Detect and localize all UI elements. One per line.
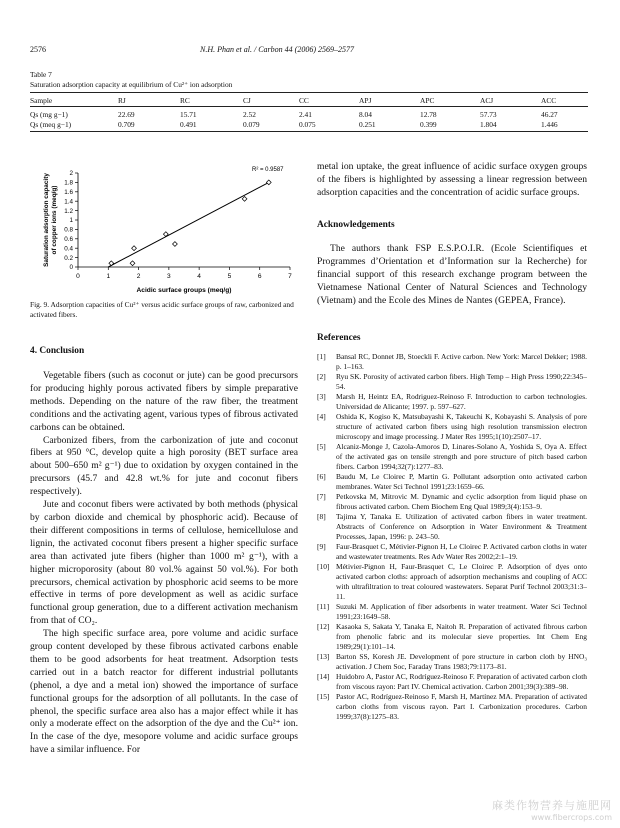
page-number: 2576 [30,45,46,54]
x-tick-label: 3 [167,273,171,280]
y-tick-label: 0.6 [64,236,73,243]
reference-text: Métivier-Pignon H, Faur-Brasquet C, Le Cloirec P. Adsorption of dyes onto activated carbon cloths: approach of adsorption mechanisms and coupling of ACC with ultrafiltration to treat coloured wastewaters. Separat Purif Technol 2003;31:3–11. [336,562,587,601]
reference-item [317,672,587,692]
reference-text: Marsh H, Heintz EA, Rodriguez-Reinoso F. Introduction to carbon technologies. Universidad de Alicante; 1997. p. 597–627. [336,392,587,411]
reference-number: [9] [317,542,326,552]
reference-text: Baudu M, Le Cloirec P, Martin G. Pollutant adsorption onto activated carbon membranes. Water Sci Technol 1991;23:1659–66. [336,472,587,491]
acknowledgements-body: The authors thank FSP E.S.P.O.I.R. (Ecole Scientifiques et Programmes d’Orientation et d’Information sur la Recherche) for financial support of this research exchange program between the Vietnamese National Center of Natural Sciences and Technology (Vietnam) and the Ecole des Mines de Nantes (GEPEA, France). [317,243,587,306]
reference-text: Suzuki M. Application of fiber adsorbents in water treatment. Water Sci Technol 1991;23:1649–58. [336,601,587,621]
reference-item [317,442,587,471]
reference-text: Huidobro A, Pastor AC, Rodríguez-Reinoso F. Preparation of activated carbon cloth from viscous rayon: Part IV. Chemical activation. Carbon 2001;39(3):389–98. [336,672,587,691]
x-tick-label: 7 [288,273,292,280]
paragraph: Vegetable fibers (such as coconut or jute) can be good precursors for producing highly porous activated fibers by simple preparative methods. Depending on the nature of the raw fiber, the treatment conditions and the activating agent, various types of fibrous activated carbons can be obtained. [30,370,298,433]
table-label: Table 7 [30,70,52,79]
table-top-rule [30,92,588,93]
table-header-cell: CC [299,96,309,105]
x-axis-label: Acidic surface groups (meq/g) [136,287,232,294]
reference-number: [2] [317,372,326,382]
reference-item [317,652,587,672]
y-tick-label: 1.4 [64,198,73,206]
reference-number: [4] [317,412,326,422]
table-caption: Saturation adsorption capacity at equilibrium of Cu²⁺ ion adsorption [30,80,233,89]
right-intro: metal ion uptake, the great influence of acidic surface oxygen groups of the fibers is highlighted by assessing a linear regression between adsorption capacities and the concentration of acidic surface groups. [317,161,587,198]
reference-number: [7] [317,492,326,502]
reference-text: Bansal RC, Donnet JB, Stoeckli F. Active carbon. New York: Marcel Dekker; 1988. p. 1–163. [336,352,587,371]
table-cell: 0.491 [180,120,197,129]
reference-item [317,692,587,721]
scatter-chart [30,155,300,305]
reference-number: [15] [317,692,330,702]
reference-text: Tajima Y, Tanaka E. Utilization of activated carbon fibers in water treatment. Abstracts of Conference on Adsorption in Water Environment & Treatment Processes, Japan, 1996: p. 243–50. [336,512,587,541]
reference-text: Ryu SK. Porosity of activated carbon fibers. High Temp – High Press 1990;22:345–54. [336,372,587,391]
reference-item [317,602,587,622]
conclusion-body [30,370,298,757]
reference-text: Oshida K, Kogiso K, Matsubayashi K, Takeuchi K, Kobayashi S. Analysis of pore structure of activated carbon fibers using high resolution transmission electron microscopy and image processing. J Mater Res 1995;1(10):2507–17. [336,412,587,441]
reference-number: [12] [317,622,330,632]
reference-number: [1] [317,352,326,361]
table-row-label: Qs (mg g−1) [30,110,68,119]
x-tick-label: 2 [136,273,141,280]
table-cell: 12.78 [420,110,437,119]
reference-item [317,562,587,601]
reference-number: [13] [317,651,330,661]
reference-number: [10] [317,562,330,572]
chart-axes [78,173,290,267]
watermark-url: www.fibercrops.com [531,813,612,822]
table-cell: 57.73 [480,110,497,119]
reference-item [317,542,587,562]
table-header-cell: RJ [118,96,126,105]
trendline [108,182,269,267]
reference-text: Kasaoka S, Sakata Y, Tanaka E, Naitoh R. Preparation of activated fibrous carbon from phenolic fabric and its molecular sieve properties. Int Chem Eng 1989;29(1):101–14. [336,622,587,651]
x-tick-label: 4 [197,273,201,280]
y-axis-label: Saturation adsorption capacityof copper ions (meq/g) [43,173,58,267]
table-cell: 0.075 [299,120,316,129]
table-bottom-rule [30,131,588,132]
chart-ticks [64,170,292,280]
data-point [266,180,271,185]
table-cell: 0.709 [118,120,135,129]
data-point [132,246,137,251]
reference-text: Pastor AC, Rodríguez-Reinoso F, Marsh H, Martínez MA. Preparation of activated carbon cloths from viscous rayon. Part I. Carbonization procedures. Carbon 1999;37(8):1275–83. [336,692,587,721]
reference-number: [6] [317,472,326,482]
reference-text: Faur-Brasquet C, Métivier-Pignon H, Le Cloirec P. Activated carbon cloths in water and wastewater treatments. Res Adv Water Res 2002;2:1–19. [336,542,587,561]
paragraph: The high specific surface area, pore volume and acidic surface group content developed by these fibrous activated carbons enable them to be good adsorbents for heat treatment. Adsorption tests carried out in a batch reactor for different industrial pollutants (phenol, a dye and a metal ion) showed the importance of surface functional groups for the adsorption of all pollutants. In the case of phenol, the specific surface area also has a major effect while it has only a moderate effect on the adsorption of the dye and the Cu²⁺ ion. In the case of the dye, mesopore volume and acidic surface groups have a similar influence. For [30,628,298,756]
table-cell: 8.04 [359,110,372,119]
y-tick-label: 0.8 [64,226,73,234]
y-tick-label: 1 [69,217,73,225]
data-point [130,261,135,266]
table-cell: 1.804 [480,120,497,129]
table-header-rule [30,106,588,107]
paragraph: Jute and coconut fibers were activated by both methods (physical by carbon dioxide and chemical by phosphoric acid). Because of their different compositions in terms of cellulose, hemicellulose and lignin, the activated coconut fibers present a higher specific surface area than activated jute fibers (higher than 1000 m² g⁻¹), with a higher microporosity (about 80 vol.% against 50 vol.%). For both precursors, chemical activation by phosphoric acid seems to be more effective in terms of pore development as well as acidic surface functional group generation, due to a different activation mechanism from that of CO₂. [30,499,298,627]
x-tick-label: 6 [257,273,262,280]
running-title: N.H. Phan et al. / Carbon 44 (2006) 2569–2577 [200,45,354,54]
reference-item [317,512,587,541]
y-tick-label: 2 [69,170,73,178]
reference-item [317,352,587,372]
reference-number: [14] [317,672,330,681]
data-point [242,196,247,201]
reference-text: Petkovska M, Mitrovic M. Dynamic and cyclic adsorption from liquid phase on fibrous activated carbon. Chem Biochem Eng Qual 1989;3(4):153–9. [336,492,587,511]
reference-text: Alcaniz-Monge J, Cazola-Amoros D, Linares-Solano A, Yoshida S, Oya A. Effect of the activated gas on tensile strength and pore structure of pitch based carbon fibers. Carbon 1994;32(7):1277–83. [336,442,587,471]
reference-number: [3] [317,392,326,402]
reference-item [317,472,587,492]
table-cell: 22.69 [118,110,135,119]
reference-item [317,622,587,651]
x-tick-label: 0 [76,273,80,280]
table-cell: 0.399 [420,120,437,129]
table-header-cell: APC [420,96,435,105]
reference-item [317,392,587,412]
table-cell: 0.251 [359,120,376,129]
y-tick-label: 1.2 [64,207,73,215]
section-title: 4. Conclusion [30,346,85,356]
y-tick-label: 0 [69,264,73,272]
y-tick-label: 0.2 [64,254,73,262]
figure-caption: Fig. 9. Adsorption capacities of Cu²⁺ versus acidic surface groups of raw, carbonized and activated fibers. [30,300,294,319]
chart-marks [108,180,271,267]
reference-item [317,412,587,441]
reference-text: Barton SS, Koresh JE. Development of pore structure in carbon cloth by HNO₃ activation. J Chem Soc, Faraday Trans 1983;79:1173–81. [336,651,587,671]
table-header-cell: ACJ [480,96,494,105]
x-tick-label: 5 [227,273,232,280]
references-title: References [317,333,361,343]
table-header-cell: CJ [243,96,251,105]
table-header-cell: APJ [359,96,372,105]
reference-list [317,352,587,722]
table-header-cell: RC [180,96,190,105]
r-squared-annotation: R² = 0.9587 [252,167,284,173]
reference-number: [5] [317,442,326,452]
paragraph: Carbonized fibers, from the carbonization of jute and coconut fibers at 950 °C, develop quite a high porosity (BET surface area about 500–650 m² g⁻¹) due to oxidation by oxygen contained in the precursors (45.7 and 42.8 wt.% for jute and coconut fibers respectively). [30,434,298,498]
reference-item [317,372,587,392]
table-cell: 46.27 [541,110,558,119]
table-header-cell: ACC [541,96,557,105]
reference-number: [11] [317,601,330,611]
reference-item [317,492,587,512]
table-cell: 2.41 [299,110,312,119]
y-tick-label: 1.6 [64,189,73,196]
table-cell: 2.52 [243,110,256,119]
table-cell: 1.446 [541,120,558,129]
watermark [492,797,612,822]
table-header-cell: Sample [30,96,53,105]
x-tick-label: 1 [106,273,111,280]
data-point [173,242,178,247]
watermark-cn: 麻类作物营养与施肥网 [492,799,612,812]
reference-number: [8] [317,512,326,522]
acknowledgements-title: Acknowledgements [317,220,395,230]
table-row-label: Qs (meq g−1) [30,120,72,129]
y-tick-label: 0.4 [64,245,73,253]
table-cell: 0.079 [243,120,260,129]
table-cell: 15.71 [180,110,197,119]
y-tick-label: 1.8 [64,179,73,187]
